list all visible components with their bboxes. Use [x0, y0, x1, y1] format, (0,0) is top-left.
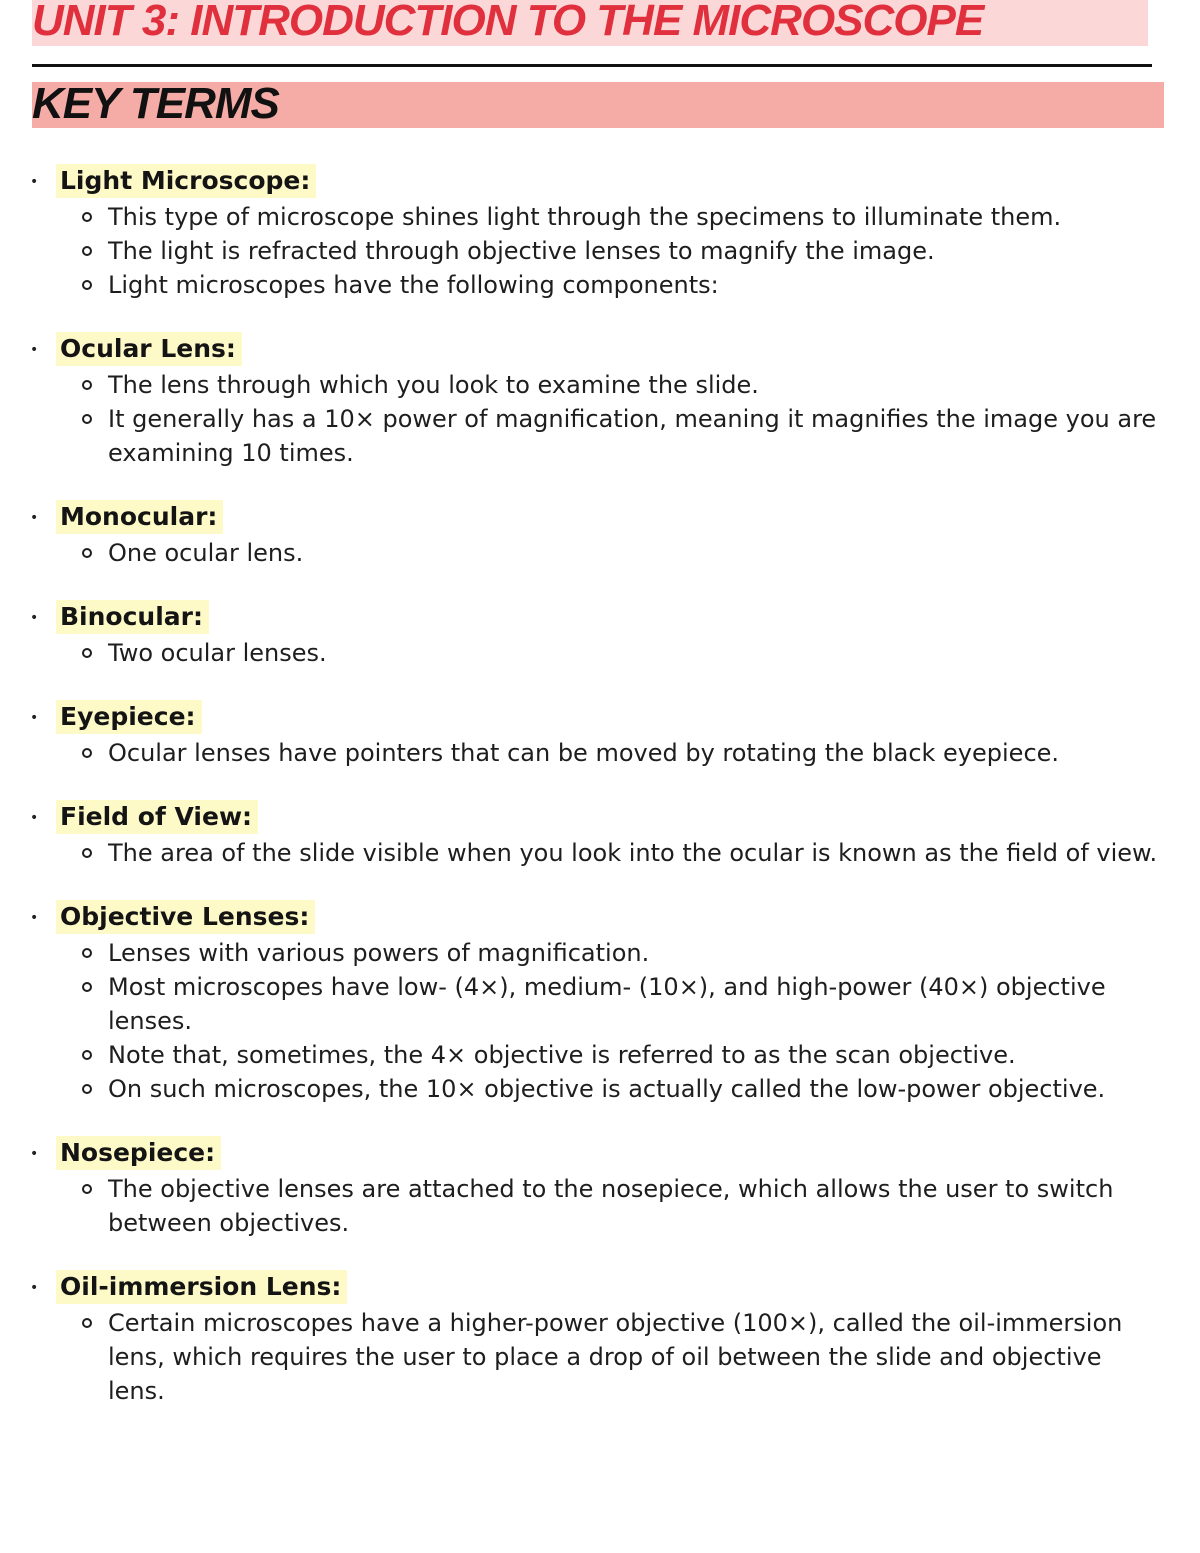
term-entry [0, 164, 1200, 302]
term-label: Binocular: [56, 600, 209, 634]
definition-item [108, 268, 1158, 302]
definition-list [0, 368, 1200, 470]
definition-text: Certain microscopes have a higher-power objective (100×), called the oil-immersion lens, which requires the user to place a drop of oil between the slide and objective lens. [108, 1309, 1123, 1405]
definition-item [108, 636, 1158, 670]
definition-item [108, 970, 1158, 1038]
definition-list [0, 836, 1200, 870]
term-heading [56, 1270, 1200, 1306]
bullet-icon: • [30, 810, 39, 826]
hollow-circle-bullet-icon [82, 212, 92, 222]
term-entry [0, 900, 1200, 1106]
hollow-circle-bullet-icon [82, 380, 92, 390]
term-heading [56, 500, 1200, 536]
hollow-circle-bullet-icon [82, 280, 92, 290]
bullet-icon: • [30, 174, 39, 190]
hollow-circle-bullet-icon [82, 1184, 92, 1194]
definition-item [108, 368, 1158, 402]
definition-text: Most microscopes have low- (4×), medium- (10×), and high-power (40×) objective lenses. [108, 973, 1106, 1035]
definition-item [108, 536, 1158, 570]
title-divider [32, 64, 1152, 67]
definition-item [108, 1172, 1158, 1240]
term-label: Nosepiece: [56, 1136, 221, 1170]
definition-item [108, 1072, 1158, 1106]
key-terms-list [0, 164, 1200, 1438]
definition-item [108, 200, 1158, 234]
term-entry [0, 600, 1200, 670]
definition-text: The objective lenses are attached to the nosepiece, which allows the user to switch between objectives. [108, 1175, 1114, 1237]
definition-text: Light microscopes have the following components: [108, 271, 719, 299]
hollow-circle-bullet-icon [82, 982, 92, 992]
hollow-circle-bullet-icon [82, 648, 92, 658]
hollow-circle-bullet-icon [82, 1318, 92, 1328]
term-heading [56, 332, 1200, 368]
section-title: KEY TERMS [32, 79, 279, 128]
hollow-circle-bullet-icon [82, 748, 92, 758]
term-entry [0, 800, 1200, 870]
definition-item [108, 234, 1158, 268]
term-heading [56, 164, 1200, 200]
definition-text: Lenses with various powers of magnification. [108, 939, 650, 967]
hollow-circle-bullet-icon [82, 548, 92, 558]
term-label: Field of View: [56, 800, 258, 834]
term-heading [56, 800, 1200, 836]
bullet-icon: • [30, 710, 39, 726]
hollow-circle-bullet-icon [82, 246, 92, 256]
definition-text: The light is refracted through objective lenses to magnify the image. [108, 237, 935, 265]
definition-item [108, 836, 1158, 870]
bullet-icon: • [30, 1146, 39, 1162]
term-label: Eyepiece: [56, 700, 202, 734]
bullet-icon: • [30, 610, 39, 626]
unit-title: UNIT 3: INTRODUCTION TO THE MICROSCOPE [32, 0, 984, 45]
definition-list [0, 1172, 1200, 1240]
hollow-circle-bullet-icon [82, 1050, 92, 1060]
definition-list [0, 636, 1200, 670]
term-entry [0, 700, 1200, 770]
definition-item [108, 402, 1158, 470]
hollow-circle-bullet-icon [82, 848, 92, 858]
definition-text: Two ocular lenses. [108, 639, 327, 667]
definition-list [0, 736, 1200, 770]
definition-list [0, 1306, 1200, 1408]
definition-item [108, 1038, 1158, 1072]
definition-text: The area of the slide visible when you look into the ocular is known as the field of view. [108, 839, 1158, 867]
bullet-icon: • [30, 1280, 39, 1296]
hollow-circle-bullet-icon [82, 948, 92, 958]
definition-text: The lens through which you look to examine the slide. [108, 371, 759, 399]
term-entry [0, 500, 1200, 570]
hollow-circle-bullet-icon [82, 1084, 92, 1094]
term-entry [0, 1270, 1200, 1408]
definition-item [108, 936, 1158, 970]
term-label: Objective Lenses: [56, 900, 315, 934]
definition-text: It generally has a 10× power of magnification, meaning it magnifies the image you are examining 10 times. [108, 405, 1157, 467]
term-label: Oil-immersion Lens: [56, 1270, 347, 1304]
bullet-icon: • [30, 910, 39, 926]
definition-list [0, 536, 1200, 570]
definition-item [108, 1306, 1158, 1408]
definition-text: One ocular lens. [108, 539, 304, 567]
term-label: Ocular Lens: [56, 332, 242, 366]
definition-item [108, 736, 1158, 770]
term-entry [0, 332, 1200, 470]
term-heading [56, 700, 1200, 736]
term-heading [56, 1136, 1200, 1172]
term-label: Monocular: [56, 500, 223, 534]
term-heading [56, 900, 1200, 936]
term-label: Light Microscope: [56, 164, 316, 198]
term-heading [56, 600, 1200, 636]
bullet-icon: • [30, 342, 39, 358]
definition-text: This type of microscope shines light through the specimens to illuminate them. [108, 203, 1062, 231]
hollow-circle-bullet-icon [82, 414, 92, 424]
term-entry [0, 1136, 1200, 1240]
bullet-icon: • [30, 510, 39, 526]
definition-text: Ocular lenses have pointers that can be moved by rotating the black eyepiece. [108, 739, 1060, 767]
definition-text: Note that, sometimes, the 4× objective is referred to as the scan objective. [108, 1041, 1016, 1069]
definition-list [0, 936, 1200, 1106]
definition-list [0, 200, 1200, 302]
definition-text: On such microscopes, the 10× objective is actually called the low-power objective. [108, 1075, 1106, 1103]
